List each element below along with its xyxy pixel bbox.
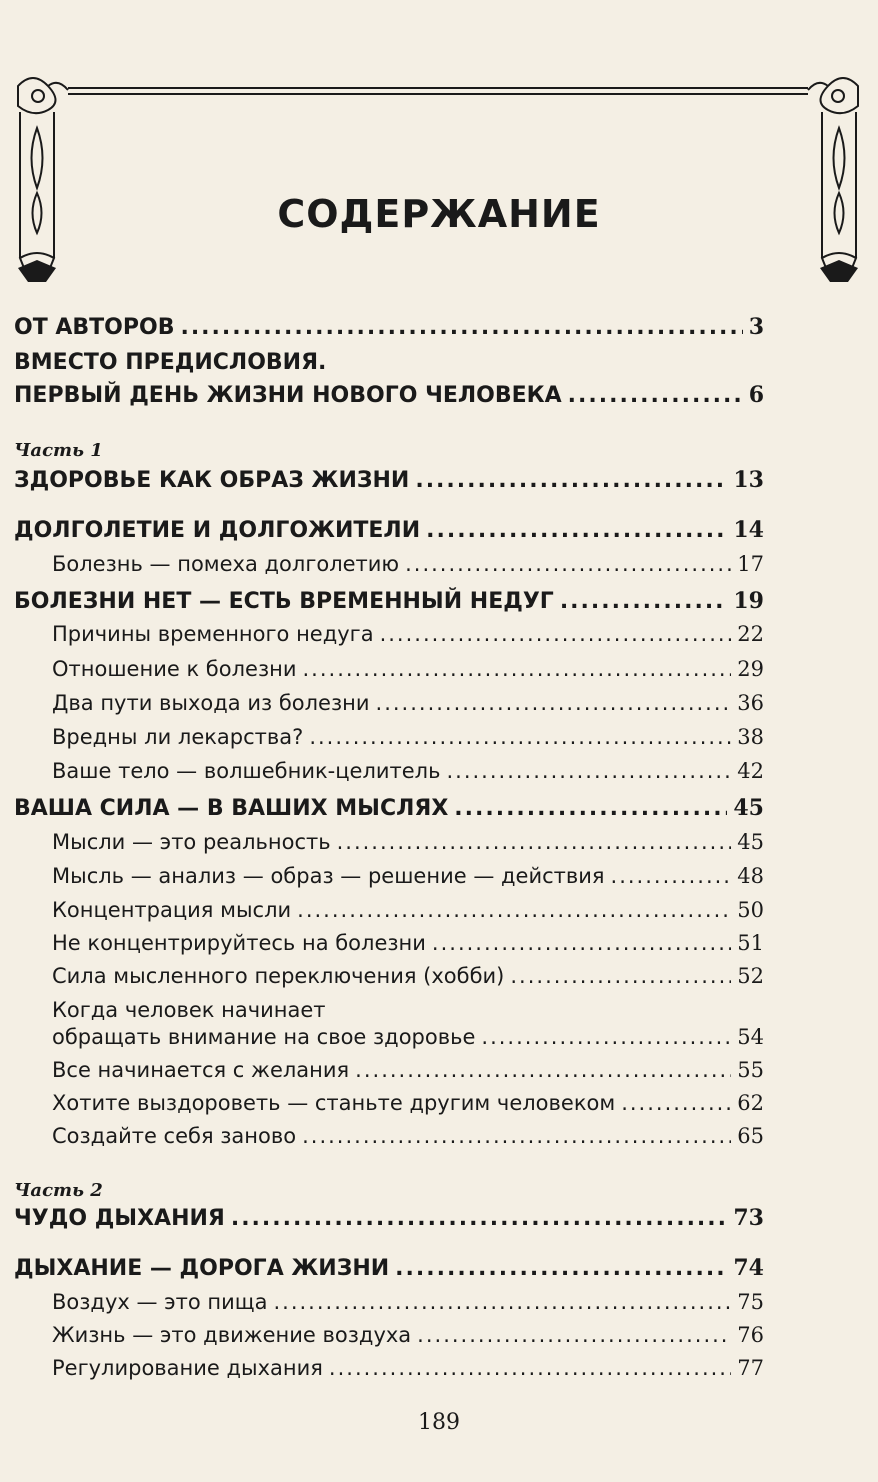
toc-subentry: Все начинается с желания ..... 55 [52,1058,764,1082]
toc-subentry: Болезнь — помеха долголетию ..... 17 [52,552,764,576]
toc-subentry: Вредны ли лекарства? ..... 38 [52,725,764,749]
page-title: СОДЕРЖАНИЕ [277,192,601,236]
toc-entry: ОТ АВТОРОВ ..... 3 [14,314,764,340]
toc-subentry: Причины временного недуга ..... 22 [52,622,764,646]
toc-entry: ДЫХАНИЕ — ДОРОГА ЖИЗНИ ..... 74 [14,1255,764,1281]
toc-subentry: Мысли — это реальность ..... 45 [52,830,764,854]
toc-entry-line1: ВМЕСТО ПРЕДИСЛОВИЯ. [14,350,327,375]
toc-subentry: Хотите выздороветь — станьте другим человеком ..... 62 [52,1091,764,1115]
part-label: Часть 2 [14,1180,103,1201]
toc-subentry: Сила мысленного переключения (хобби) ..... 52 [52,964,764,988]
toc-entry: ДОЛГОЛЕТИЕ И ДОЛГОЖИТЕЛИ ..... 14 [14,517,764,543]
toc-subentry: Два пути выхода из болезни ..... 36 [52,691,764,715]
toc-entry: БОЛЕЗНИ НЕТ — ЕСТЬ ВРЕМЕННЫЙ НЕДУГ ..... 19 [14,588,764,614]
page-number: 189 [418,1410,460,1435]
toc-subentry: Воздух — это пища ..... 75 [52,1290,764,1314]
toc-entry: ЧУДО ДЫХАНИЯ ..... 73 [14,1205,764,1231]
toc-entry: ВАША СИЛА — В ВАШИХ МЫСЛЯХ ..... 45 [14,795,764,821]
toc-subentry: Жизнь — это движение воздуха ..... 76 [52,1323,764,1347]
toc-subentry: Ваше тело — волшебник-целитель ..... 42 [52,759,764,783]
toc-subentry: Концентрация мысли ..... 50 [52,898,764,922]
toc-subentry-line1: Когда человек начинает [52,998,326,1022]
part-label: Часть 1 [14,440,103,461]
toc-subentry: Отношение к болезни ..... 29 [52,657,764,681]
toc-subentry: Создайте себя заново ..... 65 [52,1124,764,1148]
toc-entry: ЗДОРОВЬЕ КАК ОБРАЗ ЖИЗНИ ..... 13 [14,467,764,493]
toc-entry: ПЕРВЫЙ ДЕНЬ ЖИЗНИ НОВОГО ЧЕЛОВЕКА ..... 6 [14,382,764,408]
toc-subentry: Регулирование дыхания ..... 77 [52,1356,764,1380]
toc-subentry: обращать внимание на свое здоровье ..... 54 [52,1025,764,1049]
toc-subentry: Мысль — анализ — образ — решение — действия ..... 48 [52,864,764,888]
toc-subentry: Не концентрируйтесь на болезни ..... 51 [52,931,764,955]
